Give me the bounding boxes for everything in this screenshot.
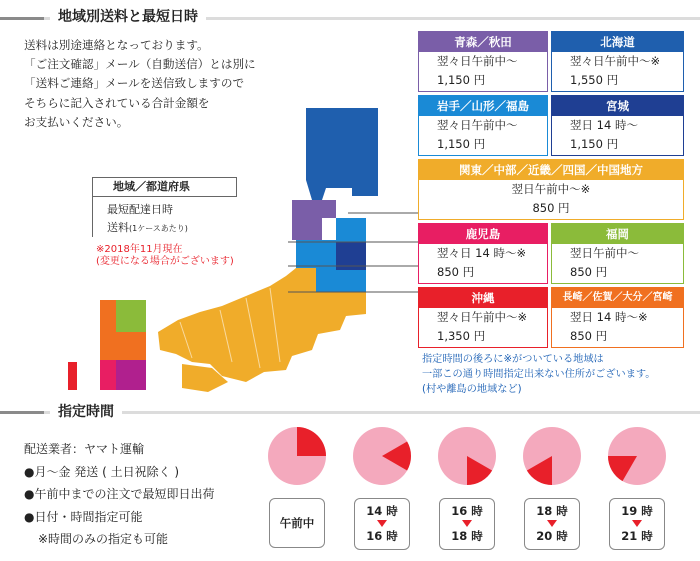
region-card-kagoshima: 鹿児島 翌々日 14 時～※ 850 円 xyxy=(418,223,548,284)
arrow-down-icon xyxy=(462,520,472,527)
legend-header: 地域／都道府県 xyxy=(93,177,237,197)
map-legend xyxy=(92,177,236,237)
date-note: ※2018年11月現在 (変更になる場合がございます) xyxy=(96,244,234,267)
time-restriction-note: 指定時間の後ろに※がついている地域は 一部この通り時間指定出来ない住所がございます。 (村や離島の地域など) xyxy=(422,354,656,395)
arrow-down-icon xyxy=(632,520,642,527)
clock-pie-icon xyxy=(437,426,497,486)
time-slot-label: 14 時 16 時 xyxy=(354,498,410,550)
clock-pie-icon xyxy=(607,426,667,486)
clock-pie-slice xyxy=(297,427,326,456)
time-slot-label: 午前中 xyxy=(269,498,325,548)
shipping-intro-text: 送料は別途連絡となっております。 「ご注文確認」メール（自動送信）とは別に 「送料ご連絡」メールを送信致しますので そちらに記入されている合計金額を お支払いください。 xyxy=(24,38,256,129)
time-slot-18-20 xyxy=(522,426,582,550)
time-slot-19-21 xyxy=(607,426,667,550)
section-divider-accent xyxy=(0,411,44,414)
clock-pie-icon xyxy=(352,426,412,486)
clock-pie-icon xyxy=(267,426,327,486)
date-time-spec: ●日付・時間指定可能 xyxy=(24,509,143,524)
legend-delivery-time: 最短配達日時 xyxy=(107,203,173,216)
region-card-fukuoka: 福岡 翌日午前中～ 850 円 xyxy=(551,223,684,284)
map-region-hokkaido xyxy=(306,108,378,200)
time-slot-morning xyxy=(267,426,327,550)
legend-shipping-fee: 送料(1ケースあたり) xyxy=(107,221,188,234)
clock-pie-icon xyxy=(522,426,582,486)
time-slot-14-16 xyxy=(352,426,412,550)
carrier-text: 配送業者：ヤマト運輸 xyxy=(24,442,145,456)
region-card-kanto-chubu-kinki: 関東／中部／近畿／四国／中国地方 翌日午前中～※ 850 円 xyxy=(418,159,684,220)
time-slot-label: 18 時 20 時 xyxy=(524,498,580,550)
arrow-down-icon xyxy=(547,520,557,527)
time-slot-label: 19 時 21 時 xyxy=(609,498,665,550)
same-day-shipping: ●午前中までの注文で最短即日出荷 xyxy=(24,487,215,501)
region-card-miyagi: 宮城 翌日 14 時～ 1,150 円 xyxy=(551,95,684,156)
arrow-down-icon xyxy=(377,520,387,527)
section-title-delivery-time: 指定時間 xyxy=(50,403,122,421)
region-card-okinawa: 沖縄 翌々日午前中～※ 1,350 円 xyxy=(418,287,548,348)
section-divider-accent xyxy=(0,17,44,20)
map-region-kagoshima xyxy=(100,360,116,390)
region-card-iwate-yamagata-fukushima: 岩手／山形／福島 翌々日午前中～ 1,150 円 xyxy=(418,95,548,156)
region-card-aomori-akita: 青森／秋田 翌々日午前中～ 1,150 円 xyxy=(418,31,548,92)
shipping-days: ●月～金 発送 ( 土日祝除く ) xyxy=(24,464,180,479)
time-only-note: ※時間のみの指定も可能 xyxy=(38,532,169,546)
section-title-shipping: 地域別送料と最短日時 xyxy=(50,8,206,26)
time-slot-label: 16 時 18 時 xyxy=(439,498,495,550)
map-region-okinawa xyxy=(68,362,77,390)
time-slot-16-18 xyxy=(437,426,497,550)
region-card-hokkaido: 北海道 翌々日午前中～※ 1,550 円 xyxy=(551,31,684,92)
map-region-aomori-akita xyxy=(292,200,336,240)
region-card-nagasaki-saga-oita-miyazaki: 長崎／佐賀／大分／宮崎 翌日 14 時～※ 850 円 xyxy=(551,287,684,348)
map-region-iwate xyxy=(336,218,366,242)
map-region-fukuoka xyxy=(116,300,146,332)
delivery-info xyxy=(24,438,214,551)
